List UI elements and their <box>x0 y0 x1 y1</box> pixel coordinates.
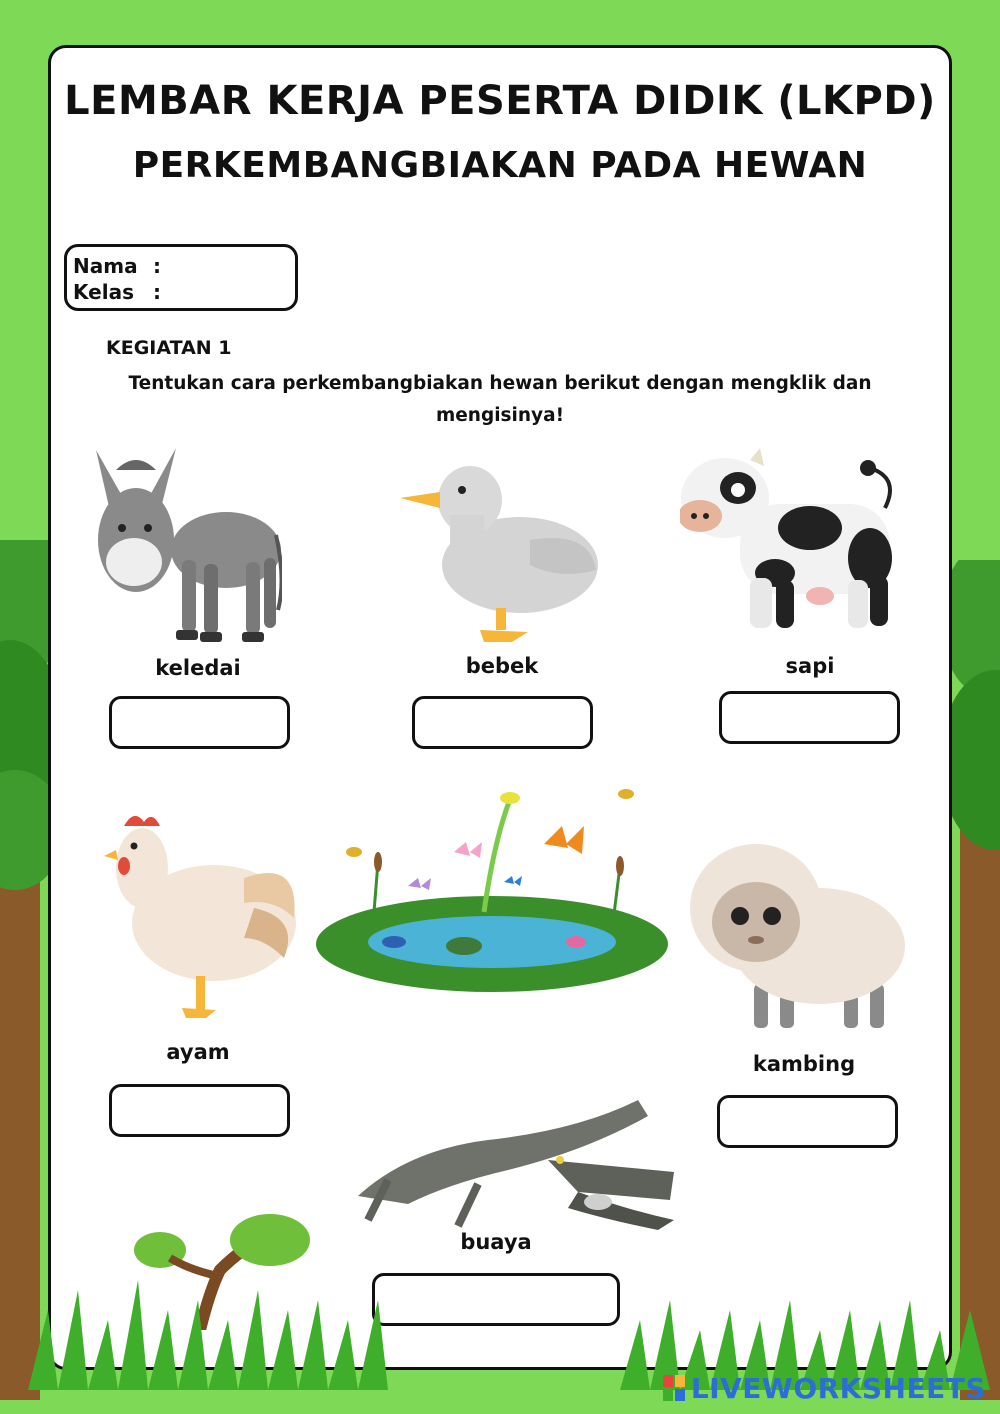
animal-label-buaya: buaya <box>460 1230 532 1254</box>
tree-right-decoration <box>950 560 1000 1400</box>
name-separator: : <box>153 254 161 278</box>
answer-input-bebek[interactable] <box>412 696 593 749</box>
student-info-box <box>64 244 298 311</box>
chicken-icon <box>104 808 300 1020</box>
animal-label-ayam: ayam <box>166 1040 230 1064</box>
answer-input-keledai[interactable] <box>109 696 290 749</box>
class-separator: : <box>153 280 161 304</box>
answer-input-ayam[interactable] <box>109 1084 290 1137</box>
cow-icon <box>680 448 900 634</box>
worksheet-subtitle: PERKEMBANGBIAKAN PADA HEWAN <box>132 145 868 186</box>
duck-icon <box>400 460 600 645</box>
activity-title: KEGIATAN 1 <box>106 337 232 359</box>
pond-scene-illustration <box>314 782 674 994</box>
watermark <box>663 1372 986 1405</box>
liveworksheets-logo-icon <box>663 1375 687 1403</box>
watermark-text: LIVEWORKSHEETS <box>690 1372 986 1405</box>
worksheet-title: LEMBAR KERJA PESERTA DIDIK (LKPD) <box>64 78 936 124</box>
answer-input-kambing[interactable] <box>717 1095 898 1148</box>
donkey-icon <box>86 440 282 648</box>
animal-label-keledai: keledai <box>155 656 241 680</box>
answer-input-sapi[interactable] <box>719 691 900 744</box>
animal-label-sapi: sapi <box>785 654 835 678</box>
animal-label-kambing: kambing <box>752 1052 856 1076</box>
crocodile-icon <box>348 1080 678 1232</box>
activity-instruction: Tentukan cara perkembangbiakan hewan berikut dengan mengklik dan mengisinya! <box>128 373 872 426</box>
name-label: Nama <box>73 254 138 278</box>
animal-label-bebek: bebek <box>465 654 539 678</box>
class-label: Kelas <box>73 280 134 304</box>
grass-left-decoration <box>28 1270 388 1390</box>
answer-input-buaya[interactable] <box>372 1273 620 1326</box>
sheep-icon <box>684 824 906 1032</box>
